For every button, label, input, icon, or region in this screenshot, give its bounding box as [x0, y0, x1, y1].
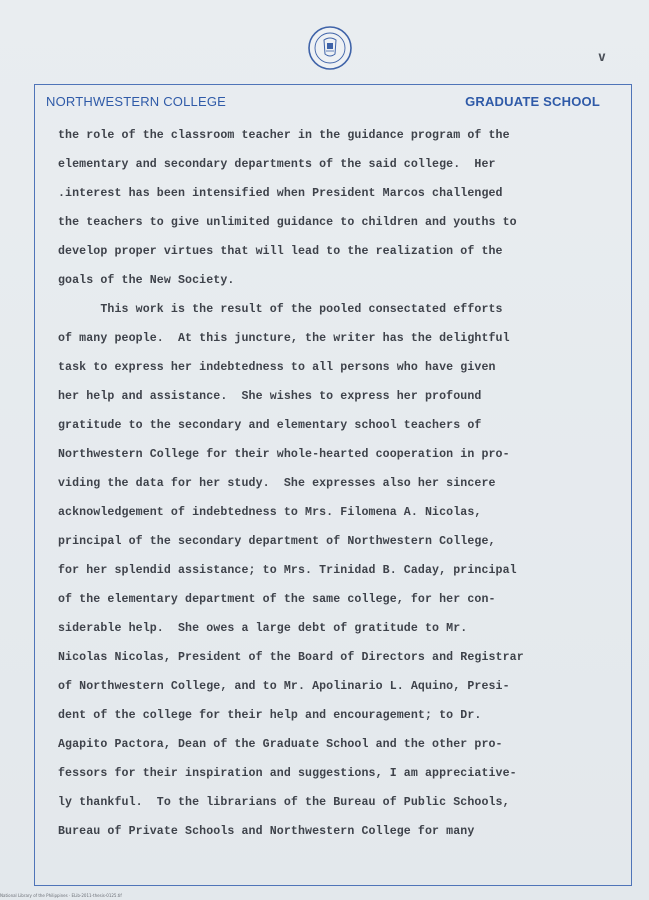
text-line: gratitude to the secondary and elementary school teachers of	[58, 419, 482, 432]
text-line: her help and assistance. She wishes to express her profound	[58, 390, 482, 403]
text-line: of the elementary department of the same college, for her con-	[58, 593, 496, 606]
page-number: v	[598, 50, 606, 65]
letterhead-college: NORTHWESTERN COLLEGE	[46, 94, 227, 109]
text-line: Northwestern College for their whole-hearted cooperation in pro-	[58, 448, 510, 461]
text-line: goals of the New Society.	[58, 274, 235, 287]
text-line: for her splendid assistance; to Mrs. Trinidad B. Caday, principal	[58, 564, 517, 577]
college-seal-icon	[308, 26, 352, 70]
text-line: task to express her indebtedness to all persons who have given	[58, 361, 496, 374]
text-line: This work is the result of the pooled consectated efforts	[58, 303, 503, 316]
scan-footer: National Library of the Philippines · ELib-2011-thesis-0125.tif	[0, 893, 122, 898]
text-line: dent of the college for their help and encouragement; to Dr.	[58, 709, 482, 722]
body-text	[58, 121, 633, 846]
text-line: of many people. At this juncture, the writer has the delightful	[58, 332, 510, 345]
text-line: Nicolas Nicolas, President of the Board of Directors and Registrar	[58, 651, 524, 664]
text-line: acknowledgement of indebtedness to Mrs. Filomena A. Nicolas,	[58, 506, 482, 519]
text-line: ly thankful. To the librarians of the Bureau of Public Schools,	[58, 796, 510, 809]
text-line: elementary and secondary departments of the said college. Her	[58, 158, 496, 171]
text-line: the role of the classroom teacher in the guidance program of the	[58, 129, 510, 142]
text-line: viding the data for her study. She expresses also her sincere	[58, 477, 496, 490]
text-line: .interest has been intensified when President Marcos challenged	[58, 187, 503, 200]
text-line: Bureau of Private Schools and Northwestern College for many	[58, 825, 475, 838]
text-line: Agapito Pactora, Dean of the Graduate School and the other pro-	[58, 738, 503, 751]
text-line: develop proper virtues that will lead to the realization of the	[58, 245, 503, 258]
text-line: the teachers to give unlimited guidance to children and youths to	[58, 216, 517, 229]
text-line: of Northwestern College, and to Mr. Apolinario L. Aquino, Presi-	[58, 680, 510, 693]
text-line: principal of the secondary department of Northwestern College,	[58, 535, 496, 548]
letterhead-school: GRADUATE SCHOOL	[465, 94, 600, 109]
text-line: siderable help. She owes a large debt of gratitude to Mr.	[58, 622, 468, 635]
text-line: fessors for their inspiration and suggestions, I am appreciative-	[58, 767, 517, 780]
